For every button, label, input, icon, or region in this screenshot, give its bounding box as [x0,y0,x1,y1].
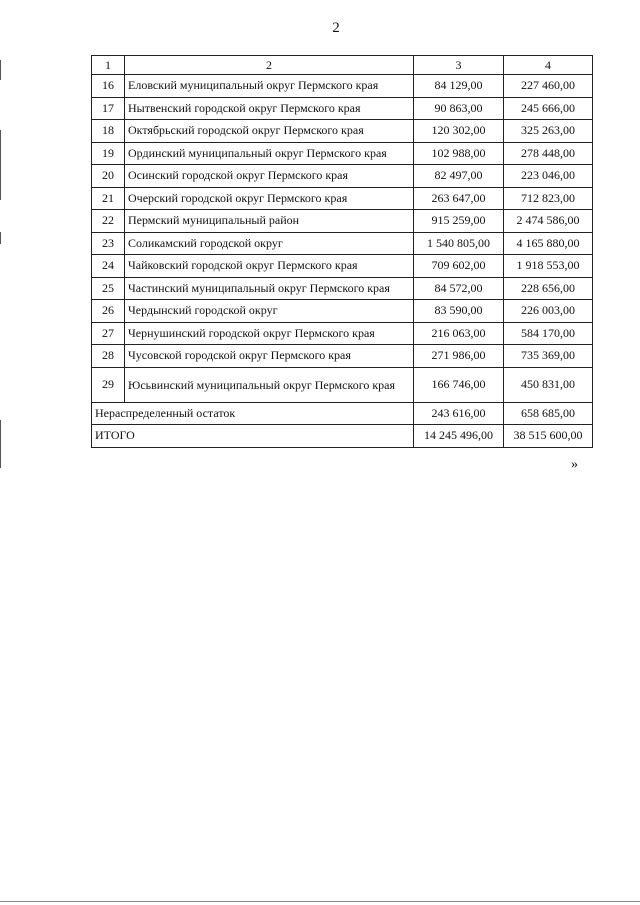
row-value-col4: 227 460,00 [504,75,593,98]
row-number: 22 [92,210,125,233]
row-number: 28 [92,345,125,368]
row-value-col3: 120 302,00 [414,120,504,143]
row-name: Юсьвинский муниципальный округ Пермского края [125,367,414,402]
page-number: 2 [332,20,340,36]
row-number: 23 [92,232,125,255]
table-row [92,367,593,402]
row-value-col3: 216 063,00 [414,322,504,345]
row-value-col3: 84 572,00 [414,277,504,300]
row-value-col4: 1 918 553,00 [504,255,593,278]
table-row [92,120,593,143]
table-row [92,142,593,165]
row-number: 25 [92,277,125,300]
row-value-col4: 245 666,00 [504,97,593,120]
unallocated-row [92,402,593,425]
row-name: Нытвенский городской округ Пермского края [125,97,414,120]
table-row [92,232,593,255]
header-col-2: 2 [125,56,414,75]
budget-table [91,55,593,448]
row-value-col3: 82 497,00 [414,165,504,188]
row-value-col3: 90 863,00 [414,97,504,120]
total-row [92,425,593,448]
row-number: 16 [92,75,125,98]
row-value-col4: 2 474 586,00 [504,210,593,233]
header-col-4: 4 [504,56,593,75]
table-row [92,75,593,98]
row-name: Очерский городской округ Пермского края [125,187,414,210]
total-value-col3: 14 245 496,00 [414,425,504,448]
row-name: Пермский муниципальный район [125,210,414,233]
row-value-col4: 228 656,00 [504,277,593,300]
row-name: Осинский городской округ Пермского края [125,165,414,188]
row-value-col3: 271 986,00 [414,345,504,368]
unallocated-value-col3: 243 616,00 [414,402,504,425]
row-value-col4: 712 823,00 [504,187,593,210]
row-number: 19 [92,142,125,165]
scan-edge-mark [0,420,1,468]
table-row [92,300,593,323]
scan-edge-mark [0,130,1,200]
row-value-col3: 83 590,00 [414,300,504,323]
row-value-col3: 263 647,00 [414,187,504,210]
row-name: Чусовской городской округ Пермского края [125,345,414,368]
row-name: Соликамский городской округ [125,232,414,255]
row-name: Чернушинский городской округ Пермского края [125,322,414,345]
row-number: 18 [92,120,125,143]
row-value-col4: 584 170,00 [504,322,593,345]
row-value-col4: 450 831,00 [504,367,593,402]
table-row [92,97,593,120]
row-value-col3: 102 988,00 [414,142,504,165]
table-row [92,255,593,278]
unallocated-value-col4: 658 685,00 [504,402,593,425]
row-value-col4: 735 369,00 [504,345,593,368]
row-value-col3: 166 746,00 [414,367,504,402]
table-row [92,187,593,210]
total-label: ИТОГО [92,425,414,448]
row-name: Частинский муниципальный округ Пермского края [125,277,414,300]
header-col-3: 3 [414,56,504,75]
table-row [92,165,593,188]
table-row [92,210,593,233]
row-value-col3: 915 259,00 [414,210,504,233]
row-number: 21 [92,187,125,210]
header-col-1: 1 [92,56,125,75]
unallocated-label: Нераспределенный остаток [92,402,414,425]
row-number: 26 [92,300,125,323]
row-name: Октябрьский городской округ Пермского края [125,120,414,143]
table-row [92,277,593,300]
row-name: Чайковский городской округ Пермского края [125,255,414,278]
row-number: 20 [92,165,125,188]
row-number: 27 [92,322,125,345]
row-value-col4: 4 165 880,00 [504,232,593,255]
row-number: 24 [92,255,125,278]
row-value-col4: 226 003,00 [504,300,593,323]
row-value-col4: 278 448,00 [504,142,593,165]
table-row [92,322,593,345]
row-name: Еловский муниципальный округ Пермского края [125,75,414,98]
closing-quote: » [571,457,578,472]
scan-edge-mark [0,232,1,244]
row-value-col3: 1 540 805,00 [414,232,504,255]
row-value-col4: 223 046,00 [504,165,593,188]
row-number: 29 [92,367,125,402]
row-number: 17 [92,97,125,120]
row-value-col4: 325 263,00 [504,120,593,143]
row-value-col3: 84 129,00 [414,75,504,98]
row-name: Ординский муниципальный округ Пермского края [125,142,414,165]
row-value-col3: 709 602,00 [414,255,504,278]
scan-bottom-edge [0,901,640,902]
total-value-col4: 38 515 600,00 [504,425,593,448]
table-header-row [92,56,593,75]
table-row [92,345,593,368]
scan-edge-mark [0,60,1,80]
row-name: Чердынский городской округ [125,300,414,323]
